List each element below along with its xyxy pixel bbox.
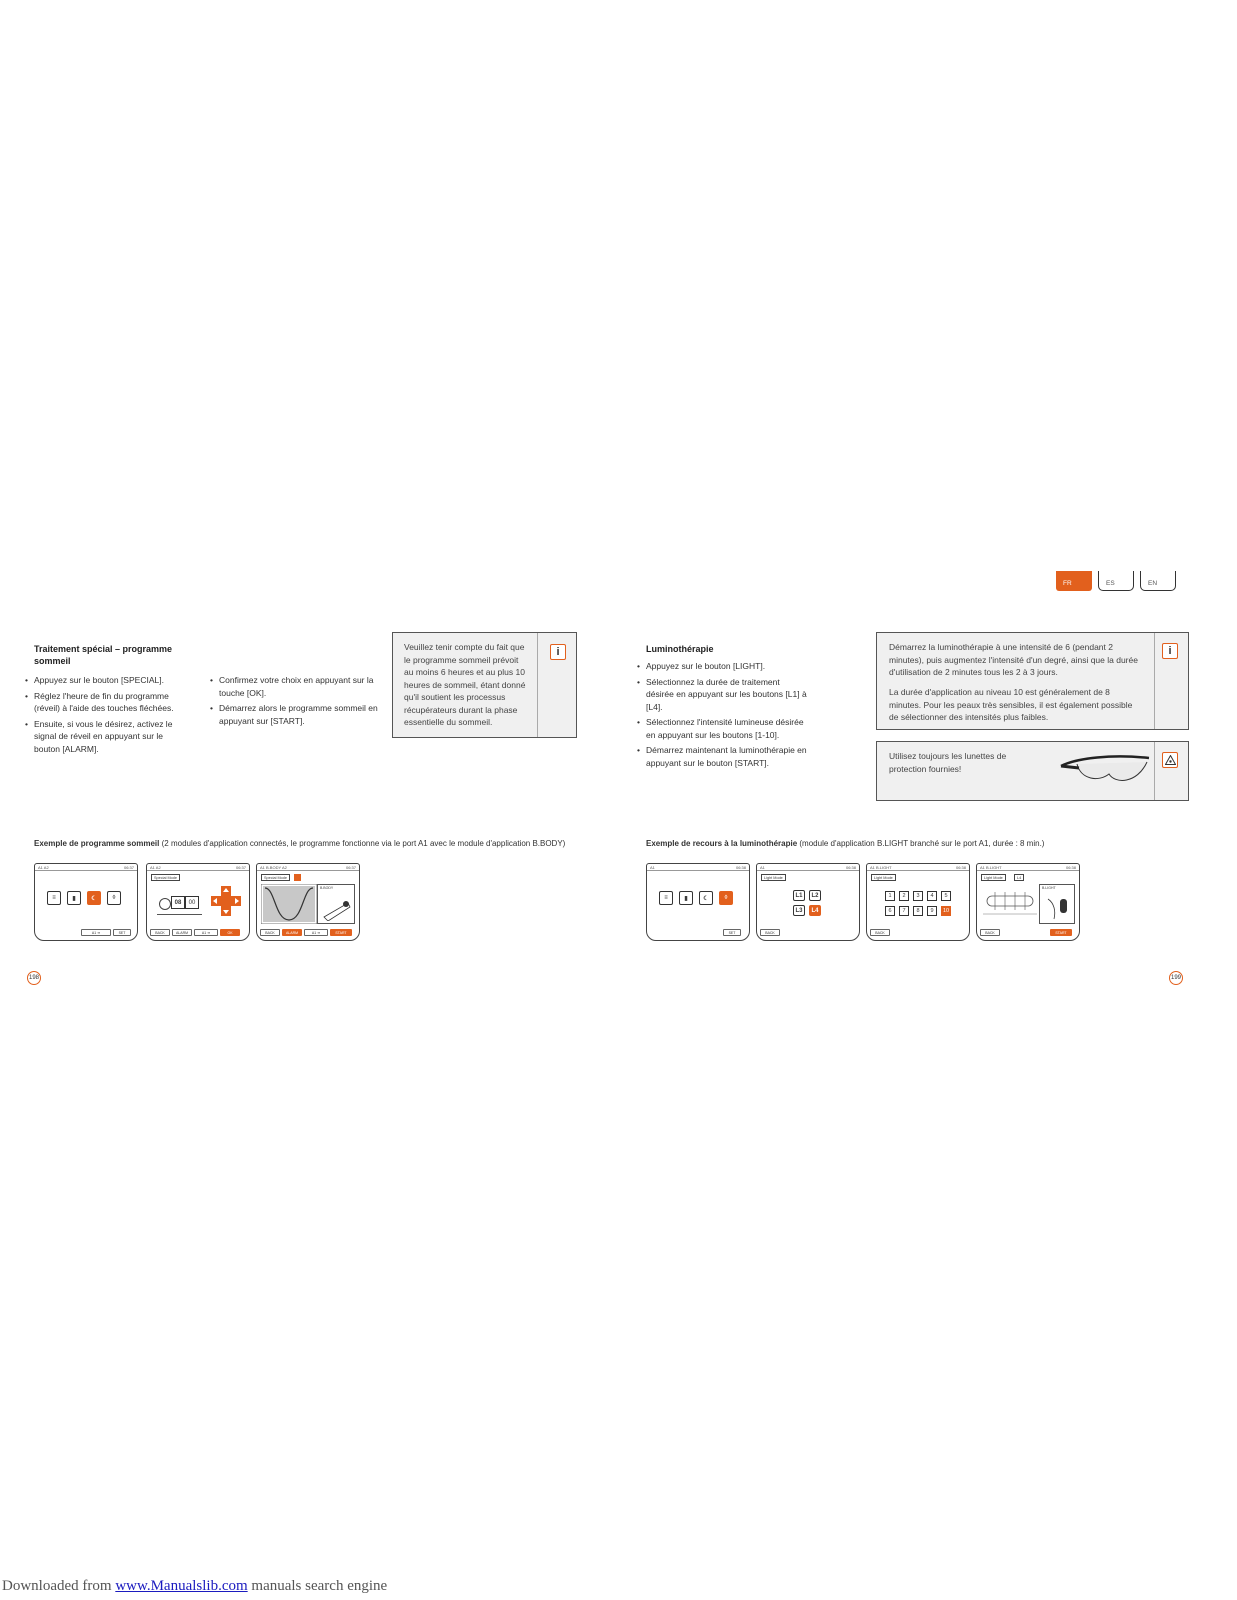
status-time: 06:38 bbox=[955, 865, 966, 870]
light-icon[interactable]: ◊ bbox=[107, 891, 121, 905]
list-icon[interactable]: ≡ bbox=[659, 891, 673, 905]
status-bar bbox=[757, 864, 859, 871]
chart-icon[interactable]: ▮ bbox=[679, 891, 693, 905]
note-text-1: Démarrez la luminothérapie à une intensité de 6 (pendant 2 minutes), puis augmentez l'intensité d'un degré, ainsi que la durée d'utilisation de 2 minutes tous les 2 à 3 jours. bbox=[889, 642, 1138, 677]
level-button[interactable]: L3 bbox=[793, 905, 805, 916]
list-item: • Sélectionnez l'intensité lumineuse désirée en appuyant sur les boutons [1-10]. bbox=[637, 716, 807, 741]
back-button[interactable]: BACK bbox=[980, 929, 1000, 936]
safety-glasses-image bbox=[1057, 748, 1153, 788]
intensity-button[interactable]: 9 bbox=[927, 906, 937, 916]
light-icon[interactable]: ◊ bbox=[719, 891, 733, 905]
light-warning-note bbox=[876, 741, 1189, 801]
light-duration-graph bbox=[981, 886, 1039, 920]
sleep-info-note bbox=[392, 632, 577, 738]
caption-bold: Exemple de programme sommeil bbox=[34, 839, 160, 848]
screen-main-menu-2 bbox=[646, 863, 750, 941]
download-footer bbox=[2, 1578, 387, 1595]
status-time: 06:38 bbox=[845, 865, 856, 870]
alarm-button[interactable]: ALARM bbox=[282, 929, 302, 936]
list-icon[interactable]: ≡ bbox=[47, 891, 61, 905]
footer-prefix: Downloaded from bbox=[2, 1578, 116, 1594]
list-item: • Appuyez sur le bouton [SPECIAL]. bbox=[25, 674, 175, 687]
screen-light-mode-3 bbox=[976, 863, 1080, 941]
alarm-icon bbox=[294, 874, 301, 881]
screen-special-mode-1 bbox=[146, 863, 250, 941]
page-number-left: 198 bbox=[27, 971, 41, 985]
back-button[interactable]: BACK bbox=[760, 929, 780, 936]
screen-special-mode-2 bbox=[256, 863, 360, 941]
note-text: Veuillez tenir compte du fait que le programme sommeil prévoit au moins 6 heures et au plus 10 heures de sommeil, étant donné qu'il soutient les processus récupérateurs durant la phase essentielle du sommeil. bbox=[404, 642, 526, 727]
range-line bbox=[157, 914, 202, 915]
status-text: A1 bbox=[650, 865, 655, 870]
manualslib-link[interactable]: www.Manualslib.com bbox=[115, 1578, 248, 1594]
intensity-button[interactable]: 4 bbox=[927, 891, 937, 901]
special-icon[interactable]: ☾ bbox=[87, 891, 101, 905]
start-button[interactable]: START bbox=[1050, 929, 1072, 936]
chart-icon[interactable]: ▮ bbox=[67, 891, 81, 905]
start-button[interactable]: START bbox=[330, 929, 352, 936]
status-text: A1 B.LIGHT bbox=[980, 865, 1002, 870]
tab-en[interactable]: EN bbox=[1140, 571, 1176, 591]
module-label: B.LIGHT bbox=[1042, 886, 1056, 890]
mode-label: Light Mode bbox=[761, 874, 786, 881]
status-text: A1 B.BODY A2 bbox=[260, 865, 287, 870]
tab-fr[interactable]: FR bbox=[1056, 571, 1092, 591]
status-text: A1 A2 bbox=[150, 865, 161, 870]
section-heading-light: Luminothérapie bbox=[646, 644, 714, 654]
status-bar bbox=[257, 864, 359, 871]
status-time: 06:38 bbox=[735, 865, 746, 870]
note-text-2: La durée d'application au niveau 10 est généralement de 8 minutes. Pour les peaux très sensibles, il est également possible de sélectionner des intensités plus faibles. bbox=[889, 687, 1133, 722]
status-text: A1 B.LIGHT bbox=[870, 865, 892, 870]
status-time: 06:37 bbox=[123, 865, 134, 870]
module-image bbox=[317, 884, 355, 924]
caption-rest: (module d'application B.LIGHT branché sur le port A1, durée : 8 min.) bbox=[797, 839, 1045, 848]
clock-icon bbox=[159, 898, 171, 910]
sleep-curve-graph bbox=[261, 884, 317, 924]
mode-label: Light Mode bbox=[981, 874, 1006, 881]
arrow-pad-icon[interactable] bbox=[211, 886, 241, 916]
status-text: A1 A2 bbox=[38, 865, 49, 870]
intensity-button[interactable]: 6 bbox=[885, 906, 895, 916]
list-item: • Confirmez votre choix en appuyant sur la touche [OK]. bbox=[210, 674, 378, 699]
status-bar bbox=[35, 864, 137, 871]
minute-field[interactable]: 00 bbox=[185, 896, 199, 909]
note-divider bbox=[1154, 633, 1155, 729]
light-example-caption bbox=[646, 838, 1206, 851]
section-heading-sleep: Traitement spécial – programme sommeil bbox=[34, 644, 173, 666]
caption-rest: (2 modules d'application connectés, le programme fonctionne via le port A1 avec le module d'application B.BODY) bbox=[159, 839, 566, 848]
footer-suffix: manuals search engine bbox=[247, 1578, 388, 1594]
special-icon[interactable]: ☾ bbox=[699, 891, 713, 905]
level-button[interactable]: L2 bbox=[809, 890, 821, 901]
light-info-note bbox=[876, 632, 1189, 730]
status-time: 06:38 bbox=[1065, 865, 1076, 870]
screen-main-menu-1 bbox=[34, 863, 138, 941]
sleep-steps-col1 bbox=[25, 674, 175, 758]
intensity-button-selected[interactable]: 10 bbox=[942, 908, 950, 914]
page-number-right: 199 bbox=[1169, 971, 1183, 985]
mode-label: Special Mode bbox=[151, 874, 180, 881]
status-bar bbox=[647, 864, 749, 871]
back-button[interactable]: BACK bbox=[870, 929, 890, 936]
status-bar bbox=[867, 864, 969, 871]
note-divider bbox=[537, 633, 538, 737]
set-button[interactable]: SET bbox=[113, 929, 131, 936]
intensity-button[interactable]: 5 bbox=[941, 891, 951, 901]
module-label: B.BODY bbox=[320, 886, 334, 890]
port-indicator: A1 ➜ bbox=[81, 929, 111, 936]
intensity-button[interactable]: 2 bbox=[899, 891, 909, 901]
intensity-button[interactable]: 1 bbox=[885, 891, 895, 901]
list-item: • Réglez l'heure de fin du programme (réveil) à l'aide des touches fléchées. bbox=[25, 690, 175, 715]
warning-text: Utilisez toujours les lunettes de protection fournies! bbox=[889, 751, 1007, 774]
level-button[interactable]: L1 bbox=[793, 890, 805, 901]
status-bar bbox=[977, 864, 1079, 871]
intensity-button[interactable]: 3 bbox=[913, 891, 923, 901]
sleep-steps-col2 bbox=[210, 674, 378, 730]
sleep-example-caption bbox=[34, 838, 614, 851]
status-time: 06:37 bbox=[235, 865, 246, 870]
intensity-button[interactable]: 8 bbox=[913, 906, 923, 916]
list-item: • Démarrez maintenant la luminothérapie en appuyant sur le bouton [START]. bbox=[637, 744, 807, 769]
alarm-button[interactable]: ALARM bbox=[172, 929, 192, 936]
status-bar bbox=[147, 864, 249, 871]
list-item: • Sélectionnez la durée de traitement désirée en appuyant sur les boutons [L1] à [L4]. bbox=[637, 676, 807, 714]
caption-bold: Exemple de recours à la luminothérapie bbox=[646, 839, 798, 848]
light-steps bbox=[637, 660, 807, 772]
status-text: A1 bbox=[760, 865, 765, 870]
list-item: • Appuyez sur le bouton [LIGHT]. bbox=[637, 660, 807, 673]
set-button[interactable]: SET bbox=[723, 929, 741, 936]
info-icon: i bbox=[1162, 643, 1178, 659]
level-indicator: L4 bbox=[1014, 874, 1024, 881]
level-button-selected[interactable]: L4 bbox=[809, 905, 821, 916]
body-module-icon bbox=[322, 895, 352, 921]
light-module-icon bbox=[1044, 893, 1072, 921]
status-time: 06:37 bbox=[345, 865, 356, 870]
screen-light-mode-2 bbox=[866, 863, 970, 941]
list-item: • Ensuite, si vous le désirez, activez le signal de réveil en appuyant sur le bouton [ALARM]. bbox=[25, 718, 175, 756]
tab-es[interactable]: ES bbox=[1098, 571, 1134, 591]
module-image bbox=[1039, 884, 1075, 924]
hour-field[interactable]: 08 bbox=[171, 896, 185, 909]
info-icon: i bbox=[550, 644, 566, 660]
back-button[interactable]: BACK bbox=[260, 929, 280, 936]
port-indicator: A1 ➜ bbox=[194, 929, 218, 936]
screen-light-mode-1 bbox=[756, 863, 860, 941]
port-indicator: A1 ➜ bbox=[304, 929, 328, 936]
intensity-button[interactable]: 7 bbox=[899, 906, 909, 916]
back-button[interactable]: BACK bbox=[150, 929, 170, 936]
list-item: • Démarrez alors le programme sommeil en appuyant sur [START]. bbox=[210, 702, 378, 727]
mode-label: Light Mode bbox=[871, 874, 896, 881]
ok-button[interactable]: OK bbox=[220, 929, 240, 936]
mode-label: Special Mode bbox=[261, 874, 290, 881]
note-divider bbox=[1154, 742, 1155, 800]
laser-warning-icon bbox=[1162, 752, 1178, 768]
